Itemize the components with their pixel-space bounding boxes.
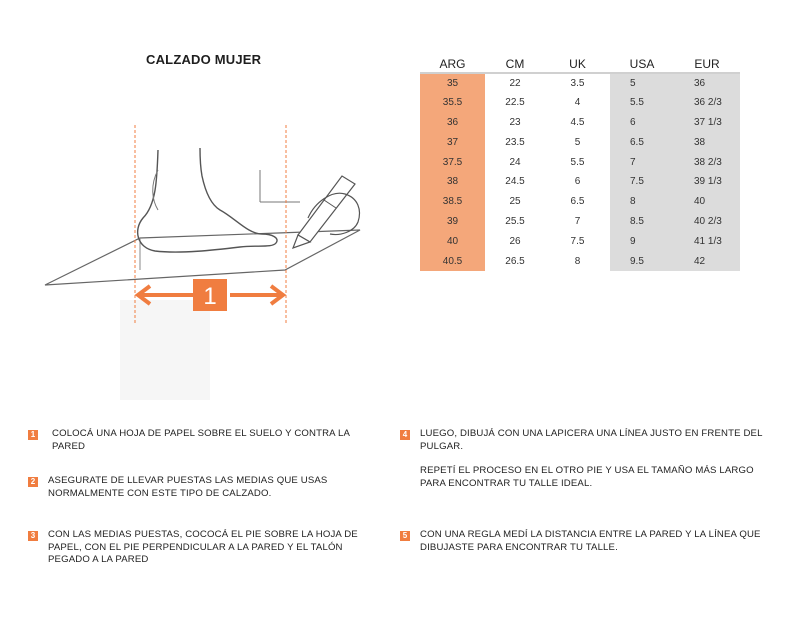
step-number-badge: 3 bbox=[28, 531, 38, 541]
table-cell: 26.5 bbox=[505, 255, 525, 267]
table-cell: 35.5 bbox=[420, 93, 485, 113]
table-row bbox=[420, 212, 740, 232]
column-header: UK bbox=[545, 55, 610, 73]
column-header: ARG bbox=[420, 55, 485, 73]
table-cell: 6.5 bbox=[570, 196, 585, 208]
table-cell: 40.5 bbox=[420, 251, 485, 271]
step-number-badge: 1 bbox=[28, 430, 38, 440]
table-row bbox=[420, 251, 740, 271]
table-cell: 25.5 bbox=[505, 215, 525, 227]
table-cell: 4 bbox=[574, 97, 581, 109]
table-row bbox=[420, 231, 740, 251]
table-cell: 6.5 bbox=[610, 132, 674, 152]
step-number-badge: 2 bbox=[28, 477, 38, 487]
step-line: COLOCÁ UNA HOJA DE PAPEL SOBRE EL SUELO Y CONTRA LA PARED bbox=[52, 428, 350, 452]
table-cell: 40 bbox=[674, 192, 740, 212]
table-cell: 22 bbox=[509, 77, 521, 89]
table-row bbox=[420, 192, 740, 212]
step-number-badge: 4 bbox=[400, 430, 410, 440]
table-cell: 6 bbox=[574, 176, 581, 188]
step-number-badge: 5 bbox=[400, 531, 410, 541]
step-4 bbox=[400, 428, 770, 490]
table-cell: 25 bbox=[509, 196, 521, 208]
table-cell: 36 bbox=[420, 113, 485, 133]
step-3 bbox=[28, 529, 378, 567]
table-cell: 38 2/3 bbox=[674, 152, 740, 172]
table-row bbox=[420, 152, 740, 172]
table-cell: 35 bbox=[420, 73, 485, 93]
table-cell: 22.5 bbox=[505, 97, 525, 109]
table-cell: 7.5 bbox=[570, 235, 585, 247]
table-cell: 26 bbox=[509, 235, 521, 247]
table-cell: 24 bbox=[509, 156, 521, 168]
table-cell: 36 bbox=[674, 73, 740, 93]
table-cell: 39 bbox=[420, 212, 485, 232]
table-cell: 4.5 bbox=[570, 116, 585, 128]
table-cell: 38.5 bbox=[420, 192, 485, 212]
step-line: ASEGURATE DE LLEVAR PUESTAS LAS MEDIAS QUE USAS NORMALMENTE CON ESTE TIPO DE CALZADO. bbox=[48, 475, 328, 499]
table-cell: 42 bbox=[674, 251, 740, 271]
table-cell: 7.5 bbox=[610, 172, 674, 192]
table-cell: 39 1/3 bbox=[674, 172, 740, 192]
table-cell: 37.5 bbox=[420, 152, 485, 172]
step-5 bbox=[400, 529, 770, 554]
table-cell: 3.5 bbox=[570, 77, 585, 89]
table-cell: 8.5 bbox=[610, 212, 674, 232]
step-text bbox=[420, 529, 770, 554]
table-cell: 40 bbox=[420, 231, 485, 251]
shadow-block bbox=[120, 300, 210, 400]
table-cell: 40 2/3 bbox=[674, 212, 740, 232]
column-header: USA bbox=[610, 55, 674, 73]
foot-outline bbox=[138, 148, 277, 252]
column-header: EUR bbox=[674, 55, 740, 73]
table-cell: 5.5 bbox=[570, 156, 585, 168]
table-cell: 8 bbox=[574, 255, 581, 267]
step-text bbox=[420, 428, 770, 490]
table-cell: 9 bbox=[610, 231, 674, 251]
table-row bbox=[420, 172, 740, 192]
table-row bbox=[420, 73, 740, 93]
step-text bbox=[48, 475, 368, 500]
table-cell: 24.5 bbox=[505, 176, 525, 188]
table-cell: 5 bbox=[574, 136, 581, 148]
table-row bbox=[420, 132, 740, 152]
step-line: LUEGO, DIBUJÁ CON UNA LAPICERA UNA LÍNEA JUSTO EN FRENTE DEL PULGAR. bbox=[420, 428, 763, 452]
table-row bbox=[420, 113, 740, 133]
step-text bbox=[52, 428, 368, 453]
table-cell: 23 bbox=[509, 116, 521, 128]
step-line: REPETÍ EL PROCESO EN EL OTRO PIE Y USA EL TAMAÑO MÁS LARGO PARA ENCONTRAR TU TALLE IDEAL. bbox=[420, 465, 754, 489]
table-cell: 7 bbox=[574, 215, 581, 227]
step-text bbox=[48, 529, 378, 567]
table-cell: 37 1/3 bbox=[674, 113, 740, 133]
table-cell: 7 bbox=[610, 152, 674, 172]
step-2 bbox=[28, 475, 368, 500]
table-cell: 38 bbox=[674, 132, 740, 152]
step-1 bbox=[28, 428, 368, 453]
step-line: CON UNA REGLA MEDÍ LA DISTANCIA ENTRE LA PARED Y LA LÍNEA QUE DIBUJASTE PARA ENCONTRAR TU TALLE. bbox=[420, 529, 761, 553]
table-header-row bbox=[420, 55, 740, 73]
table-cell: 38 bbox=[420, 172, 485, 192]
table-cell: 41 1/3 bbox=[674, 231, 740, 251]
table-cell: 37 bbox=[420, 132, 485, 152]
table-cell: 9.5 bbox=[610, 251, 674, 271]
size-table bbox=[420, 55, 740, 271]
page-title: CALZADO MUJER bbox=[146, 52, 262, 67]
table-cell: 36 2/3 bbox=[674, 93, 740, 113]
column-header: CM bbox=[485, 55, 545, 73]
table-cell: 6 bbox=[610, 113, 674, 133]
table-cell: 5 bbox=[610, 73, 674, 93]
measure-label: 1 bbox=[203, 283, 217, 310]
step-line: CON LAS MEDIAS PUESTAS, COCOCÁ EL PIE SOBRE LA HOJA DE PAPEL, CON EL PIE PERPENDICULAR A LA PARED Y EL TALÓN PEGADO A LA PARED bbox=[48, 529, 358, 565]
table-cell: 8 bbox=[610, 192, 674, 212]
table-cell: 23.5 bbox=[505, 136, 525, 148]
table-row bbox=[420, 93, 740, 113]
foot-measure-illustration bbox=[40, 110, 370, 400]
table-cell: 5.5 bbox=[610, 93, 674, 113]
